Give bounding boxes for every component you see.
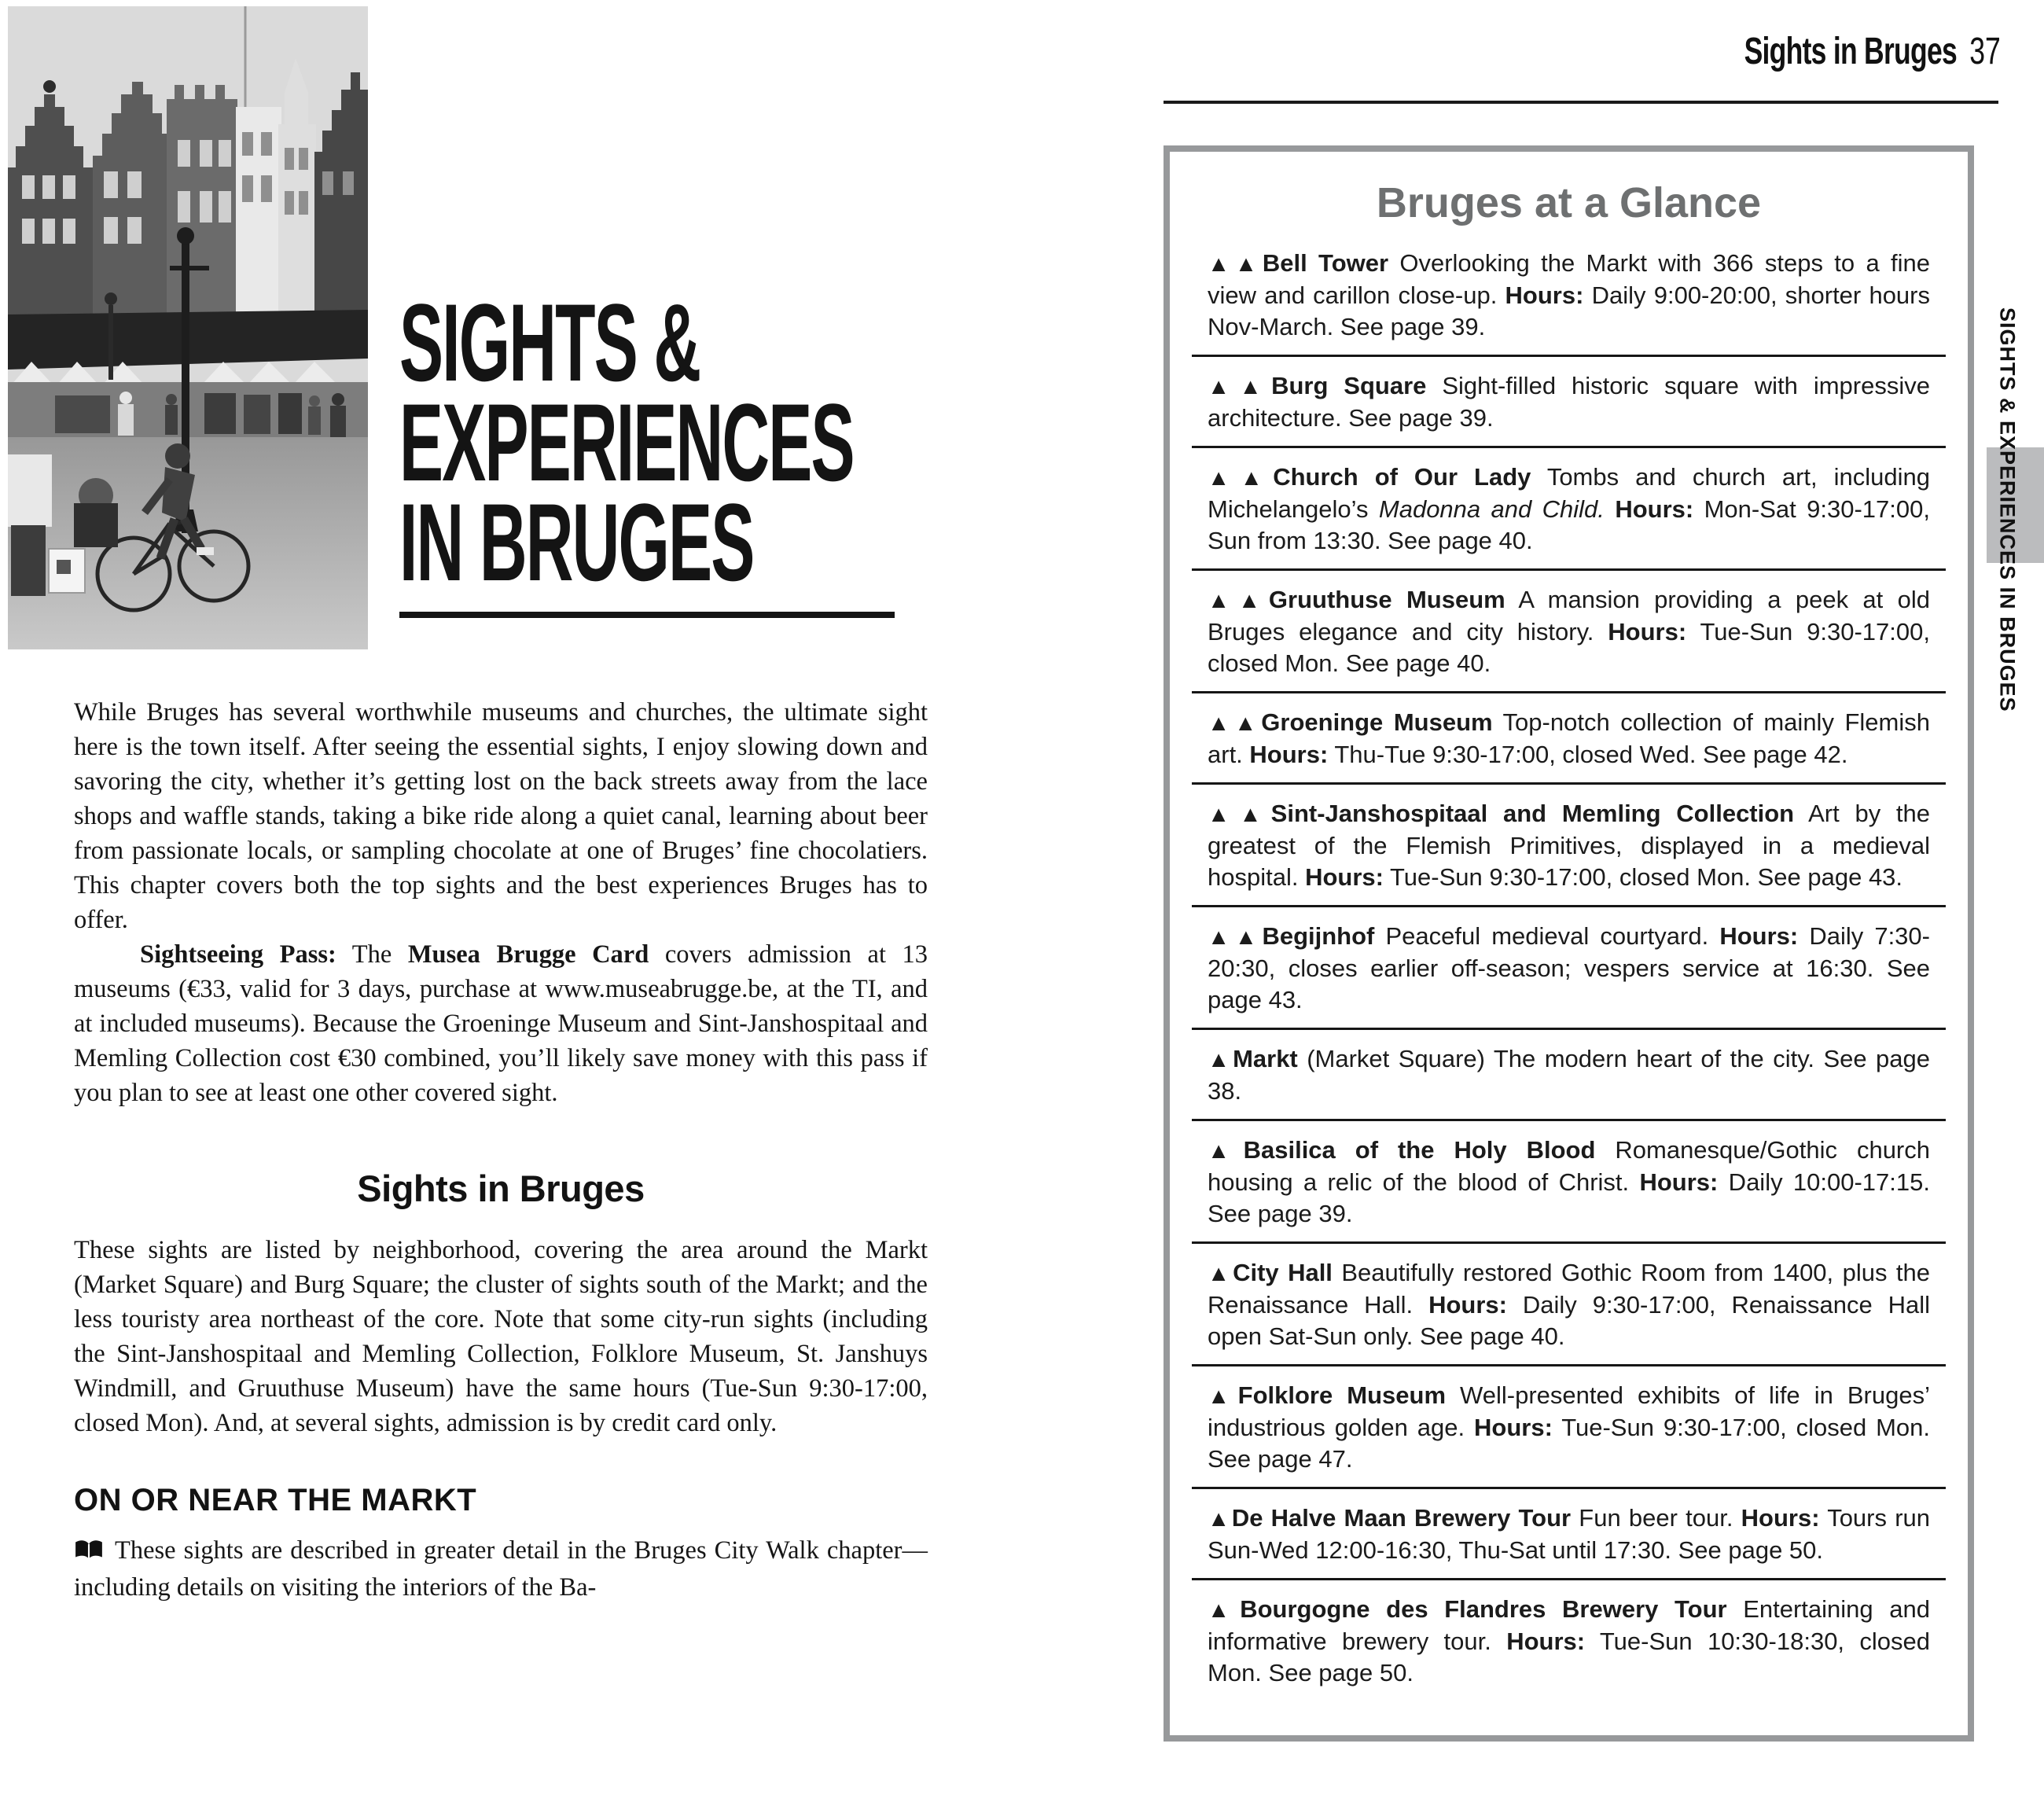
chapter-title-rule — [399, 612, 895, 618]
text-segment: Gruuthuse Museum — [1268, 586, 1505, 613]
text-segment: Sint-Janshospitaal and Memling Collection — [1270, 800, 1795, 827]
text-segment: Tours run Sun-Wed 12:00-16:30, Thu-Sat until 17:30. See page 50. — [1208, 1504, 1930, 1564]
text-segment: Top-notch collection of mainly Flemish art. — [1208, 708, 1930, 768]
rating-triangles: ▲▲ — [1208, 802, 1271, 827]
section-heading: Sights in Bruges — [357, 1168, 645, 1209]
text-segment: Begijnhof — [1262, 922, 1375, 950]
header-rule — [1164, 101, 1998, 104]
text-segment: Sight-filled historic square with impressive architecture. See page 39. — [1208, 372, 1930, 432]
rating-triangles: ▲ — [1208, 1506, 1232, 1532]
text-segment: Tue-Sun 9:30-17:00, closed Mon. See page 40. — [1208, 618, 1930, 677]
text-segment: Daily 9:30-17:00, Renaissance Hall open Sat-Sun only. See page 40. — [1208, 1291, 1930, 1350]
text-segment: Hours: — [1719, 922, 1799, 950]
glance-entry — [1208, 707, 1930, 771]
text-segment: Daily 7:30-20:30, closes earlier off-season; vespers service at 16:30. See page 43. — [1208, 922, 1930, 1013]
rating-triangles: ▲▲ — [1208, 252, 1263, 277]
text-segment: De Halve Maan Brewery Tour — [1231, 1504, 1572, 1532]
text-segment: Romanesque/Gothic church housing a relic of the blood of Christ. — [1208, 1136, 1930, 1196]
markt-photo-illustration — [8, 6, 368, 649]
text-segment: Hours: — [1615, 495, 1694, 523]
text-segment: Overlooking the Markt with 366 steps to a fine view and carillon close-up. — [1208, 249, 1930, 309]
text-segment: Church of Our Lady — [1273, 463, 1531, 491]
chapter-tab-label: SIGHTS & EXPERIENCES IN BRUGES — [1995, 307, 2020, 712]
text-segment: (Market Square) The modern heart of the city. See page 38. — [1208, 1045, 1931, 1105]
glance-entry — [1208, 370, 1930, 434]
page-number: 37 — [1969, 31, 2001, 72]
glance-entry — [1208, 1503, 1930, 1566]
rating-triangles: ▲▲ — [1208, 711, 1262, 736]
text-segment: Art by the greatest of the Flemish Primitives, displayed in a medieval hospital. — [1208, 800, 1931, 891]
text-segment: Hours: — [1428, 1291, 1507, 1319]
chapter-title-line2: EXPERIENCES — [399, 381, 854, 504]
text-segment: Thu-Tue 9:30-17:00, closed Wed. See page 42. — [1328, 741, 1848, 768]
rating-triangles: ▲▲ — [1208, 374, 1272, 399]
open-book-icon — [74, 1536, 104, 1570]
glance-entries — [1208, 248, 1930, 1689]
markt-square-photo — [8, 6, 368, 649]
text-segment: Entertaining and informative brewery tour. — [1208, 1595, 1930, 1655]
rating-triangles: ▲▲ — [1208, 465, 1274, 491]
rating-triangles: ▲▲ — [1208, 588, 1269, 613]
body-column — [74, 695, 928, 1605]
entry-separator — [1192, 1119, 1946, 1121]
gable-finial-bird — [43, 80, 56, 93]
entry-separator — [1192, 905, 1946, 907]
text-segment: The — [336, 940, 408, 969]
rating-triangles: ▲ — [1208, 1384, 1238, 1409]
glance-box-title: Bruges at a Glance — [1376, 179, 1762, 226]
text-segment: Hours: — [1639, 1168, 1719, 1196]
entry-separator — [1192, 691, 1946, 693]
glance-entry — [1208, 1135, 1930, 1230]
glance-entry — [1208, 921, 1930, 1016]
entry-separator — [1192, 1578, 1946, 1580]
entry-separator — [1192, 568, 1946, 571]
intro-paragraph-2 — [74, 937, 928, 1110]
text-segment: City Hall — [1233, 1259, 1333, 1286]
section-paragraph: These sights are listed by neighborhood, covering the area around the Markt (Market Square) and Burg Square; the cluster of sights south of the Markt; and the less touristy area northeast of the core. Note that some city-run sights (including the Sint-Janshospitaal and Memling Collection, Folklore Museum, St. Janshuys Windmill, and Gruuthuse Museum) have the same hours (Tue-Sun 9:30-17:00, closed Mon). And, at several sights, admission is by credit card only. — [74, 1236, 928, 1437]
text-segment: Sightseeing Pass: — [140, 940, 336, 969]
bruges-at-a-glance-box — [1164, 145, 1974, 1742]
text-segment: Hours: — [1505, 281, 1584, 309]
chapter-title-line3: IN BRUGES — [399, 480, 754, 604]
planter — [74, 478, 118, 547]
text-segment: Beautifully restored Gothic Room from 1400, plus the Renaissance Hall. — [1208, 1259, 1930, 1319]
text-segment: covers admission at 13 museums (€33, valid for 3 days, purchase at www.museabrugge.be, at the TI, and at included museums). Because the Groeninge Museum and Sint-Janshospitaal and Memling Collection cost €30 combined, you’ll likely save money with this pass if you plan to see at least one other covered sight. — [74, 940, 928, 1107]
running-header — [1744, 30, 2001, 73]
glance-entry — [1208, 1043, 1930, 1107]
text-segment: A mansion providing a peek at old Bruges elegance and city history. — [1208, 586, 1930, 646]
glance-entry — [1208, 1380, 1930, 1475]
text-segment: Hours: — [1741, 1504, 1820, 1532]
text-segment: Daily 10:00-17:15. See page 39. — [1208, 1168, 1930, 1227]
text-segment: Bell Tower — [1262, 249, 1389, 277]
text-segment: Peaceful medieval courtyard. — [1374, 922, 1720, 950]
text-segment: Markt — [1233, 1045, 1298, 1072]
glance-entry — [1208, 1594, 1930, 1689]
text-segment: Musea Brugge Card — [407, 940, 649, 969]
entry-separator — [1192, 1487, 1946, 1489]
rating-triangles: ▲ — [1208, 1598, 1241, 1623]
text-segment — [1605, 495, 1615, 523]
text-segment: Hours: — [1474, 1414, 1553, 1441]
text-segment: Hours: — [1608, 618, 1687, 646]
rating-triangles: ▲ — [1208, 1047, 1233, 1072]
text-segment: Fun beer tour. — [1571, 1504, 1741, 1532]
glance-entry — [1208, 462, 1930, 557]
glance-entry — [1208, 584, 1930, 679]
text-segment: Hours: — [1305, 863, 1384, 891]
text-segment: Hours: — [1506, 1628, 1586, 1655]
subsection-paragraph-text: These sights are described in greater detail in the Bruges City Walk chapter—including details on visiting the interiors of the Ba- — [74, 1536, 928, 1602]
text-segment: Daily 9:00-20:00, shorter hours Nov-March. See page 39. — [1208, 281, 1930, 340]
text-segment: Tue-Sun 10:30-18:30, closed Mon. See page 50. — [1208, 1628, 1930, 1686]
intro-paragraph-1: While Bruges has several worthwhile museums and churches, the ultimate sight here is the town itself. After seeing the essential sights, I enjoy slowing down and savoring the city, whether it’s getting lost on the back streets away from the lace shops and waffle stands, taking a bike ride along a quiet canal, learning about beer from passionate locals, or sampling chocolate at one of Bruges’ fine chocolatiers. This chapter covers both the top sights and the best experiences Bruges has to offer. — [74, 698, 928, 934]
entry-separator — [1192, 446, 1946, 448]
running-header-title: Sights in Bruges — [1744, 31, 1958, 72]
text-segment: Bourgogne des Flandres Brewery Tour — [1240, 1595, 1727, 1623]
rating-triangles: ▲ — [1208, 1138, 1244, 1164]
text-segment: Well-presented exhibits of life in Bruges’ industrious golden age. — [1208, 1381, 1930, 1441]
text-segment: Hours: — [1249, 741, 1329, 768]
entry-separator — [1192, 355, 1946, 357]
entry-separator — [1192, 1364, 1946, 1366]
entry-separator — [1192, 1241, 1946, 1244]
text-segment: Tue-Sun 9:30-17:00, closed Mon. See page 43. — [1383, 863, 1903, 891]
glance-entry — [1208, 1257, 1930, 1352]
text-segment: Tombs and church art, including Michelangelo’s — [1208, 463, 1930, 523]
text-segment: Groeninge Museum — [1261, 708, 1493, 736]
subsection-paragraph — [74, 1533, 928, 1605]
text-segment: Mon-Sat 9:30-17:00, Sun from 13:30. See page 40. — [1208, 495, 1930, 554]
glance-entry — [1208, 798, 1930, 893]
chapter-title — [399, 281, 854, 604]
subsection-heading: ON OR NEAR THE MARKT — [74, 1483, 477, 1517]
text-segment: Tue-Sun 9:30-17:00, closed Mon. See page 47. — [1208, 1414, 1930, 1473]
text-segment: Madonna and Child. — [1378, 495, 1605, 523]
rating-triangles: ▲ — [1208, 1261, 1233, 1286]
entry-separator — [1192, 782, 1946, 785]
rating-triangles: ▲▲ — [1208, 925, 1263, 950]
glance-entry — [1208, 248, 1930, 343]
entry-separator — [1192, 1028, 1946, 1030]
text-segment: Basilica of the Holy Blood — [1243, 1136, 1596, 1164]
chapter-title-line1: SIGHTS & — [399, 281, 700, 404]
text-segment: Folklore Museum — [1237, 1381, 1447, 1409]
text-segment: Burg Square — [1271, 372, 1427, 399]
